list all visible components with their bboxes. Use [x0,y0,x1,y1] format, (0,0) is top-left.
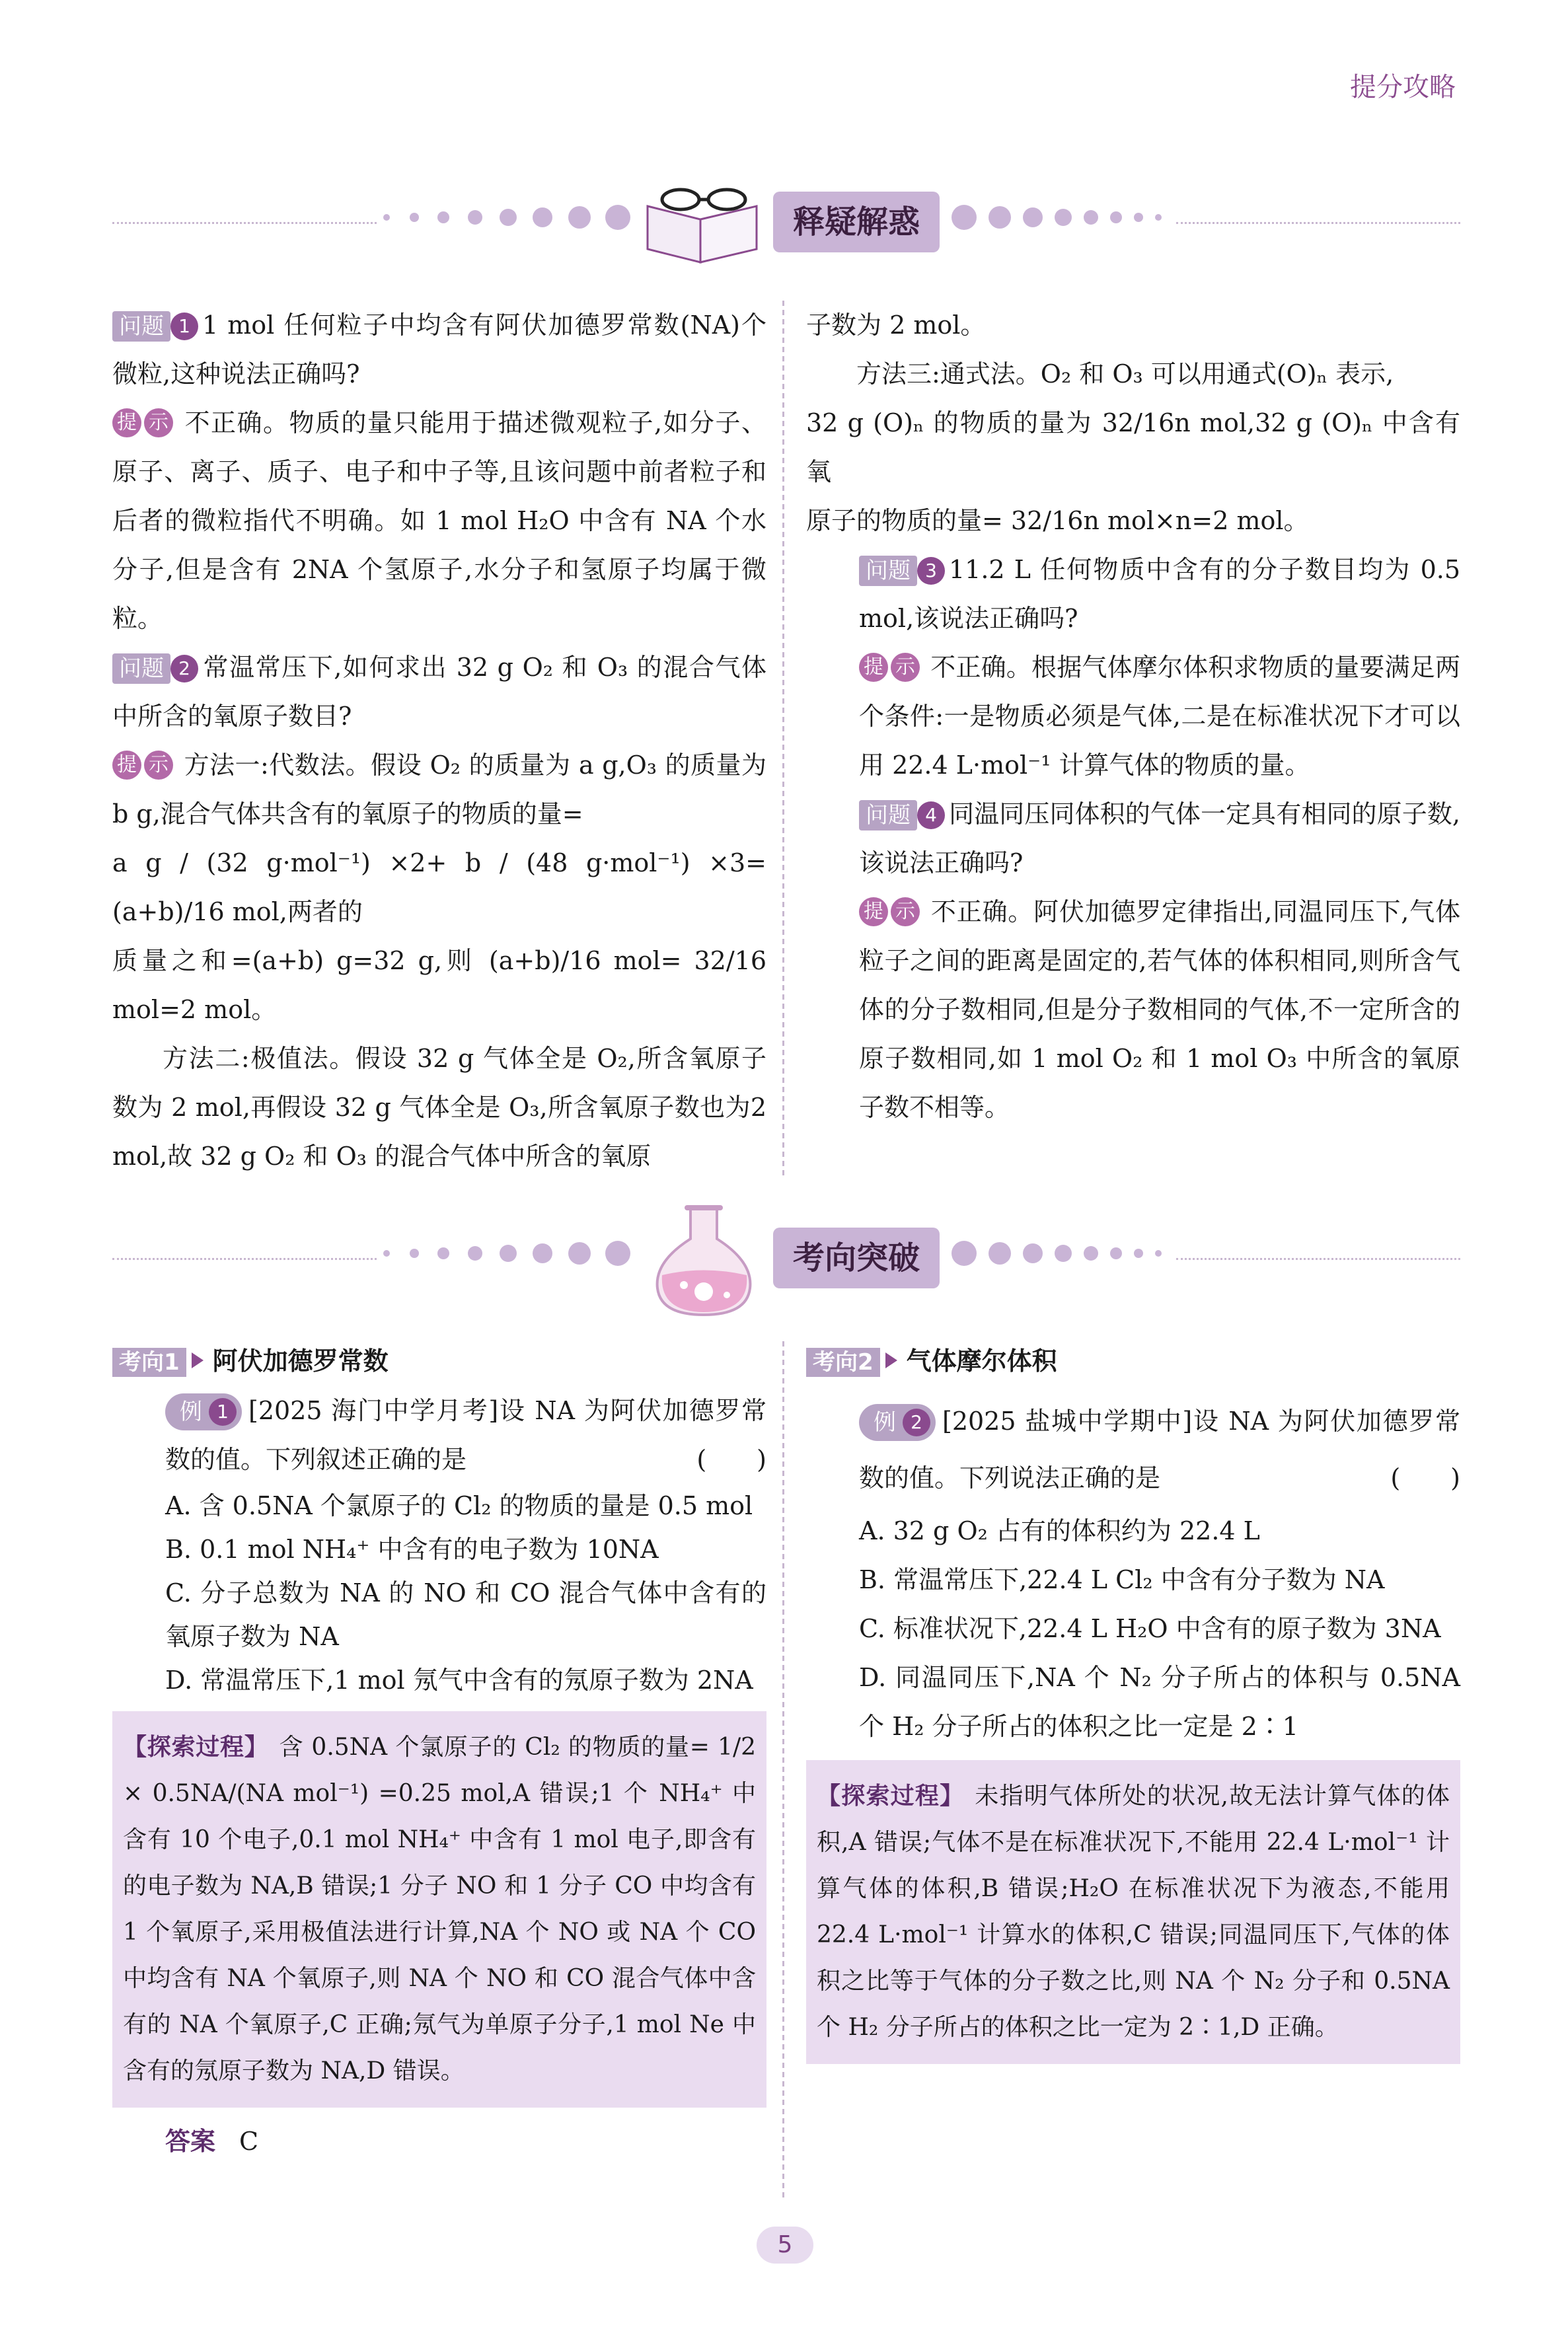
method-2: 方法二:极值法。假设 32 g 气体全是 O₂,所含氧原子数为 2 mol,再假设 32 g 气体全是 O₃,所含氧原子数也为2 mol,故 32 g O₂ 和 O₃ 的混合气体中所含的氧原 [112,1044,766,1171]
hint-badge-b: 示 [144,751,173,780]
triangle-icon [192,1352,204,1368]
question-4 [806,790,1460,887]
option-c: C. 分子总数为 NA 的 NO 和 CO 混合气体中含有的氧原子数为 NA [165,1578,766,1651]
answer-label: 答案 [165,2127,216,2156]
topic-heading-1 [112,1341,766,1381]
method-3-line-1: 方法三:通式法。O₂ 和 O₃ 可以用通式(O)ₙ 表示, [856,359,1394,388]
answer-text: 不正确。根据气体摩尔体积求物质的量要满足两个条件:一是物质必须是气体,二是在标准状况下才可以用 22.4 L·mol⁻¹ 计算气体的物质的量。 [859,653,1460,780]
section-title-2: 考向突破 [773,1228,940,1288]
answer-text: 不正确。阿伏加德罗定律指出,同温同压下,气体粒子之间的距离是固定的,若气体的体积相同,则所含气体的分子数相同,但是分子数相同的气体,不一定所含的原子数相同,如 1 mol O₂ 和 1 mol O₃ 中所含的氧原子数不相等。 [859,897,1460,1122]
question-3 [806,545,1460,643]
answer-line [112,2118,766,2164]
flask-icon [641,1202,766,1318]
explore-label: 【探索过程】 [817,1783,965,1810]
explore-box-1 [112,1711,766,2108]
option-c: C. 标准状况下,22.4 L H₂O 中含有的原子数为 3NA [859,1614,1441,1643]
topic-title: 阿伏加德罗常数 [212,1347,389,1376]
topic-title: 气体摩尔体积 [906,1347,1057,1376]
option-b: B. 常温常压下,22.4 L Cl₂ 中含有分子数为 NA [859,1565,1385,1594]
question-tag: 问题 [112,653,170,684]
continuation-text: 子数为 2 mol。 [806,311,986,340]
question-number: 2 [170,655,198,683]
answer-paren: ( ) [696,1445,766,1474]
hint-badge-a: 提 [859,897,888,926]
hint-badge-b: 示 [891,897,920,926]
triangle-icon [885,1352,897,1368]
method-3-line-3: 原子的物质的量= 32/16n mol×n=2 mol。 [806,506,1309,535]
hint-badge-a: 提 [859,653,888,682]
question-2 [112,643,766,741]
explore-text: 含 0.5NA 个氯原子的 Cl₂ 的物质的量= 1/2 × 0.5NA/(NA mol⁻¹) =0.25 mol,A 错误;1 个 NH₄⁺ 中含有 10 个电子,0.1 mol NH₄⁺ 中含有 1 mol 电子,即含有的电子数为 NA,B 错误;1 分子 NO 和 1 分子 CO 中均含有 1 个氧原子,采用极值法进行计算,NA 个 NO 或 NA 个 CO 中均含有 NA 个氧原子,则 NA 个 NO 和 CO 混合气体中含有的 NA 个氧原子,C 正确;氖气为单原子分子,1 mol Ne 中含有的氖原子数为 NA,D 错误。 [123,1734,756,2085]
answer-4 [806,887,1460,1132]
right-bottom-column [806,1341,1460,2064]
question-number: 1 [170,313,198,340]
question-tag: 问题 [859,800,917,830]
explore-box-2 [806,1760,1460,2064]
example-1 [112,1386,766,1702]
answer-paren: ( ) [1390,1463,1460,1493]
answer-value: C [239,2127,259,2156]
example-2 [806,1393,1460,1751]
option-a: A. 32 g O₂ 占有的体积约为 22.4 L [859,1516,1260,1545]
option-a: A. 含 0.5NA 个氯原子的 Cl₂ 的物质的量是 0.5 mol [165,1491,753,1520]
right-top-column [806,301,1460,1132]
section-title-1: 释疑解惑 [773,192,940,252]
topic-heading-2 [806,1341,1460,1381]
topic-tag: 考向2 [806,1348,880,1377]
explore-label: 【探索过程】 [123,1734,269,1761]
answer-1 [112,398,766,643]
question-tag: 问题 [859,556,917,586]
example-badge: 例 2 [859,1404,936,1441]
hint-badge-b: 示 [891,653,920,682]
section-band-1 [112,173,1460,272]
answer-text: 方法一:代数法。假设 O₂ 的质量为 a g,O₃ 的质量为 b g,混合气体共含有的氧原子的物质的量= [112,751,766,829]
example-stem: [2025 海门中学月考]设 NA 为阿伏加德罗常数的值。下列叙述正确的是 [165,1396,766,1474]
answer-text: 不正确。物质的量只能用于描述微观粒子,如分子、原子、离子、质子、电子和中子等,且该问题中前者粒子和后者的微粒指代不明确。如 1 mol H₂O 中含有 NA 个水分子,但是含有 2NA 个氢原子,水分子和氢原子均属于微粒。 [112,408,766,633]
question-1 [112,301,766,398]
method-3-line-2: 32 g (O)ₙ 的物质的量为 32/16n mol,32 g (O)ₙ 中含有氧 [806,408,1460,486]
column-divider [782,301,784,1179]
question-text: 同温同压同体积的气体一定具有相同的原子数,该说法正确吗? [859,799,1460,877]
hint-badge-a: 提 [112,751,141,780]
answer-2 [112,741,766,838]
question-number: 4 [917,801,945,829]
column-divider-2 [782,1341,784,2200]
header-tag: 提分攻略 [1350,72,1456,102]
example-stem: [2025 盐城中学期中]设 NA 为阿伏加德罗常数的值。下列说法正确的是 [859,1407,1460,1493]
page-number: 5 [757,2227,813,2264]
question-tag: 问题 [112,311,170,342]
explore-text: 未指明气体所处的状况,故无法计算气体的体积,A 错误;气体不是在标准状况下,不能用 22.4 L·mol⁻¹ 计算气体的体积,B 错误;H₂O 在标准状况下为液态,不能用 22.4 L·mol⁻¹ 计算水的体积,C 错误;同温同压下,气体的体积之比等于气体的分子数之比,则 NA 个 N₂ 分子和 0.5NA 个 H₂ 分子所占的体积之比一定为 2∶1,D 正确。 [817,1783,1450,2041]
left-bottom-column [112,1341,766,2164]
question-number: 3 [917,557,945,585]
option-d: D. 同温同压下,NA 个 N₂ 分子所占的体积与 0.5NA 个 H₂ 分子所占的体积之比一定是 2∶1 [859,1663,1460,1741]
example-badge: 例 1 [165,1393,242,1430]
left-top-column [112,301,766,1181]
hint-badge-b: 示 [144,408,173,437]
question-text: 1 mol 任何粒子中均含有阿伏加德罗常数(NA)个微粒,这种说法正确吗? [112,311,766,388]
hint-badge-a: 提 [112,408,141,437]
option-d: D. 常温常压下,1 mol 氖气中含有的氖原子数为 2NA [165,1666,753,1695]
book-glasses-icon [641,180,766,266]
formula-line-2: 质量之和=(a+b) g=32 g,则 (a+b)/16 mol= 32/16 mol=2 mol。 [112,946,766,1024]
question-text: 11.2 L 任何物质中含有的分子数目均为 0.5 mol,该说法正确吗? [859,555,1460,633]
option-b: B. 0.1 mol NH₄⁺ 中含有的电子数为 10NA [165,1535,659,1564]
section-band-2 [112,1209,1460,1308]
formula-line-1: a g / (32 g·mol⁻¹) ×2+ b / (48 g·mol⁻¹) ×3= (a+b)/16 mol,两者的 [112,848,766,926]
answer-3 [806,643,1460,790]
question-text: 常温常压下,如何求出 32 g O₂ 和 O₃ 的混合气体中所含的氧原子数目? [112,653,766,731]
topic-tag: 考向1 [112,1348,186,1377]
